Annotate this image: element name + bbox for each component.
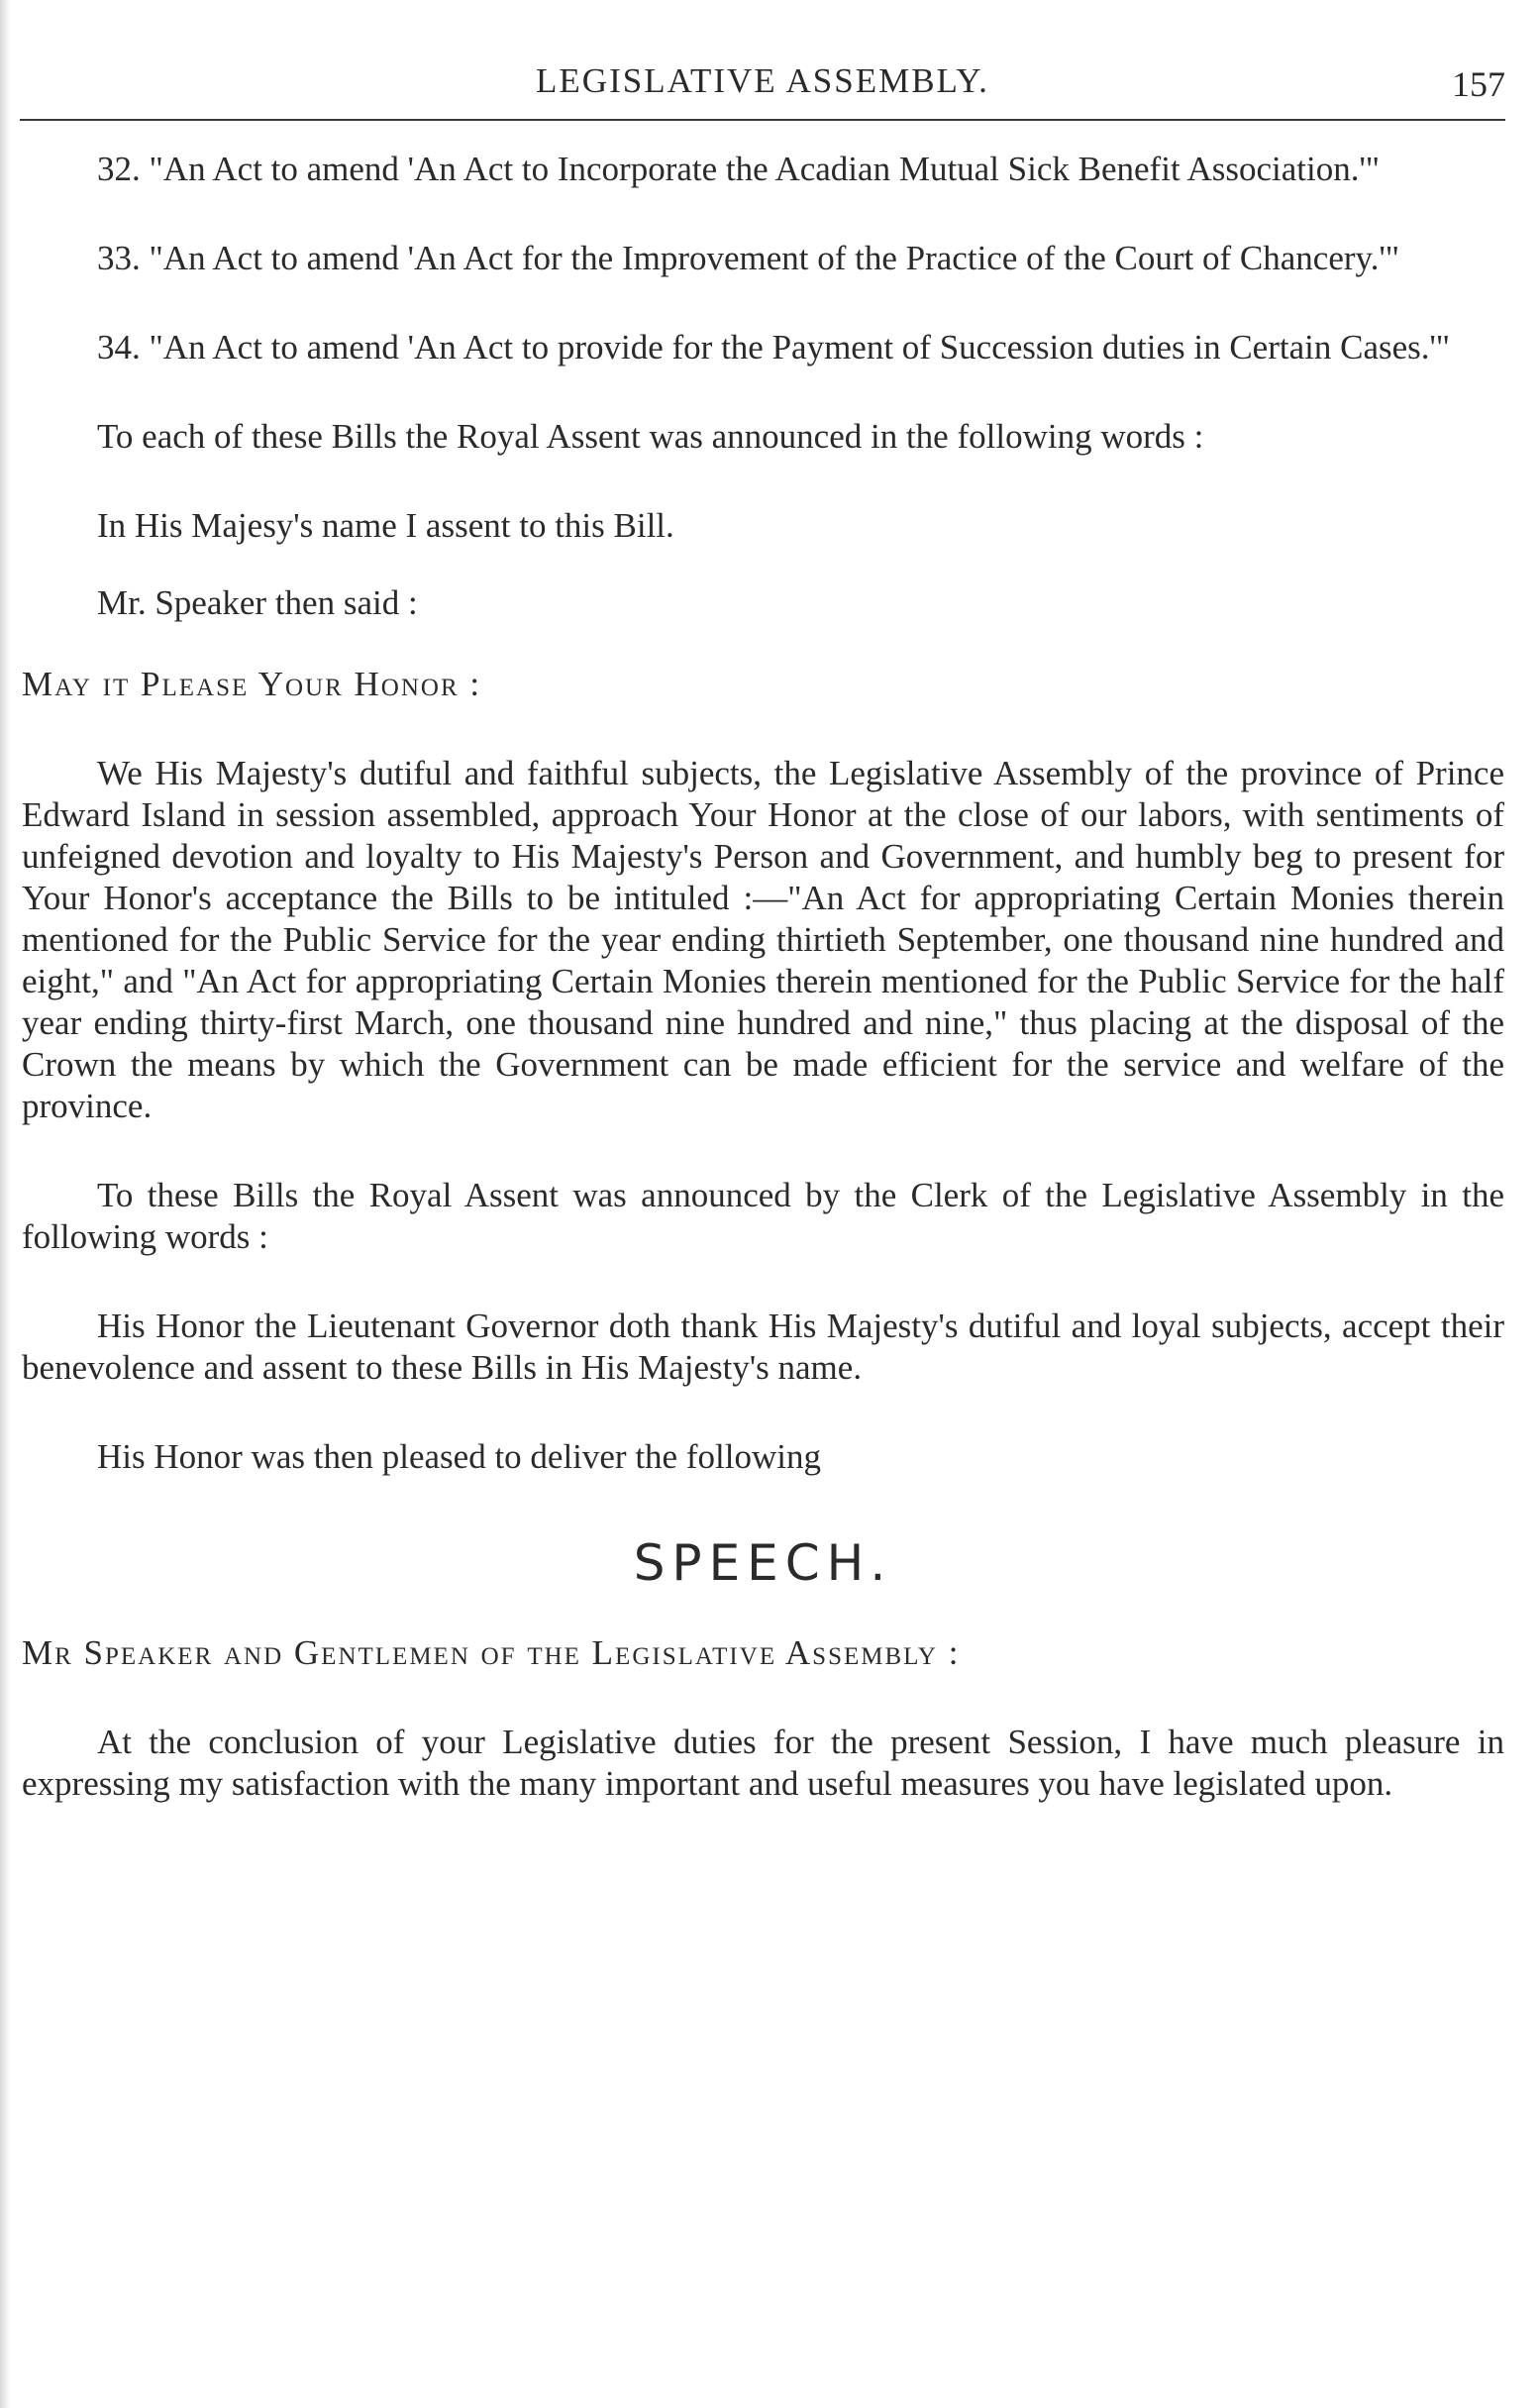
- assent-words-paragraph: In His Majesy's name I assent to this Bill.: [97, 506, 674, 545]
- royal-assent-intro-paragraph: To each of these Bills the Royal Assent was announced in the following words :: [97, 417, 1204, 456]
- speaker-said-paragraph: Mr. Speaker then said :: [97, 583, 418, 622]
- body-text: [22, 149, 1504, 1805]
- page-gutter-shadow: [0, 0, 10, 2408]
- speech-salutation: Mr Speaker and Gentlemen of the Legislative Assembly :: [22, 1633, 961, 1672]
- deliver-paragraph: His Honor was then pleased to deliver the following: [97, 1437, 821, 1476]
- address-paragraph: We His Majesty's dutiful and faithful subjects, the Legislative Assembly of the province of Prince Edward Island in session assembled, approach Your Honor at the close of our labors, with sentiments of unfeigned devotion and loyalty to His Majesty's Person and Government, and humbly beg to present for Your Honor's acceptance the Bills to be intituled :—"An Act for appropriating Certain Monies therein mentioned for the Public Service for the year ending thirtieth September, one thousand nine hundred and eight," and "An Act for appropriating Certain Monies therein mentioned for the Public Service for the half year ending thirty-first March, one thousand nine hundred and nine," thus placing at the disposal of the Crown the means by which the Government can be made efficient for the service and welfare of the province.: [22, 754, 1504, 1125]
- speech-opening-paragraph: At the conclusion of your Legislative duties for the present Session, I have much pleasure in expressing my satisfaction with the many important and useful measures you have legislated upon.: [22, 1723, 1504, 1803]
- thanks-paragraph: His Honor the Lieutenant Governor doth thank His Majesty's dutiful and loyal subjects, accept their benevolence and assent to these Bills in His Majesty's name.: [22, 1307, 1504, 1387]
- bill-34-paragraph: 34. "An Act to amend 'An Act to provide for the Payment of Succession duties in Certain Cases.'": [97, 328, 1451, 366]
- page-header: [20, 61, 1505, 121]
- clerk-intro-paragraph: To these Bills the Royal Assent was announced by the Clerk of the Legislative Assembly in the following words :: [22, 1176, 1504, 1256]
- bill-32-paragraph: 32. "An Act to amend 'An Act to Incorporate the Acadian Mutual Sick Benefit Association.'": [97, 150, 1381, 188]
- salutation: May it Please Your Honor :: [22, 665, 482, 703]
- speech-heading: SPEECH.: [633, 1534, 893, 1592]
- page-number: 157: [1452, 64, 1505, 104]
- running-title: LEGISLATIVE ASSEMBLY.: [536, 61, 989, 100]
- bill-33-paragraph: 33. "An Act to amend 'An Act for the Improvement of the Practice of the Court of Chancery.'": [97, 239, 1400, 277]
